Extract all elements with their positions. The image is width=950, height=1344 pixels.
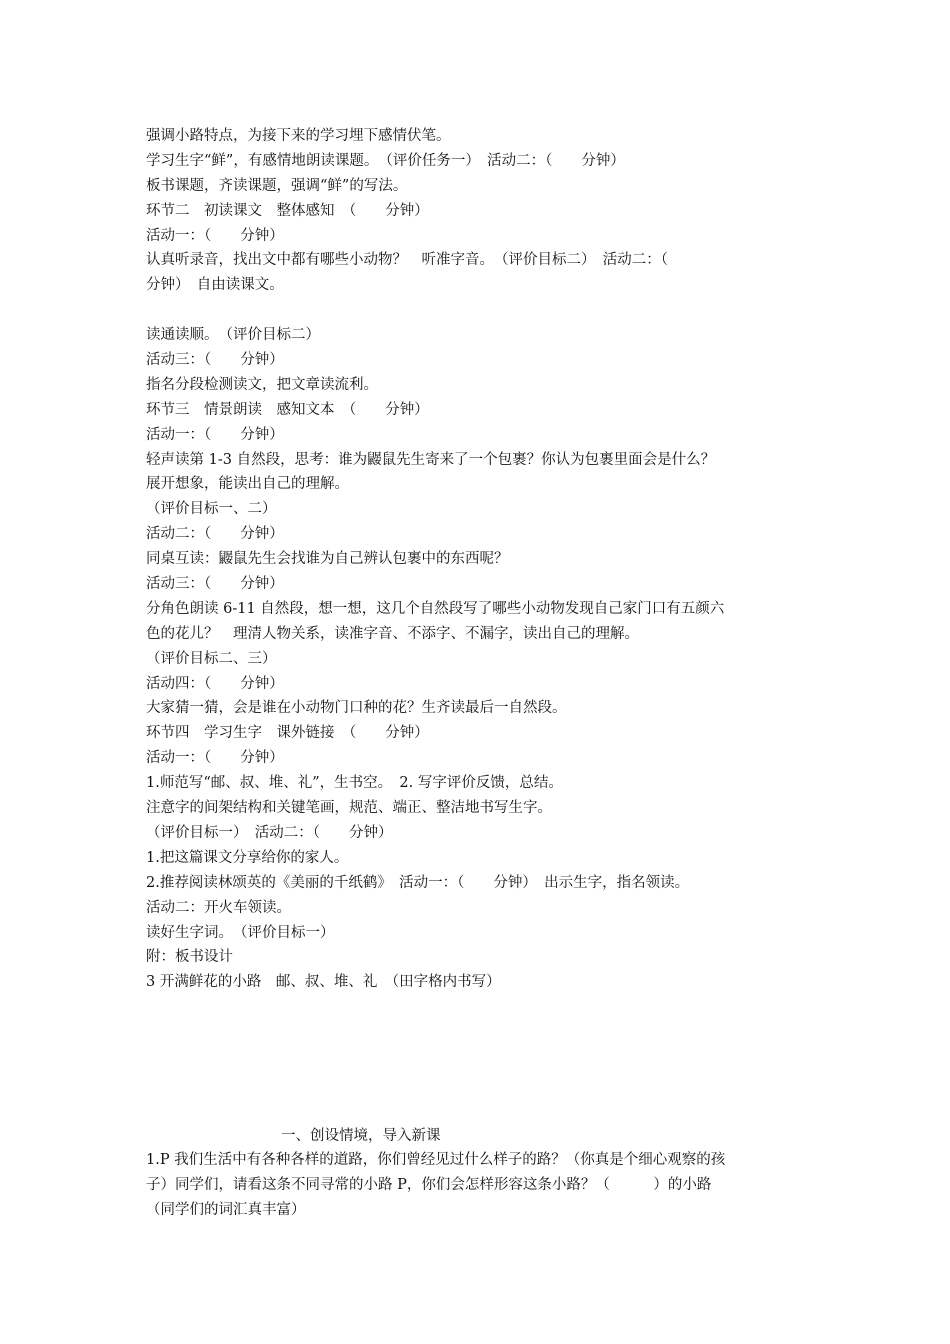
text-line: 同桌互读：鼹鼠先生会找谁为自己辨认包裹中的东西呢？ xyxy=(146,551,509,568)
paragraph-gap xyxy=(146,298,810,323)
text-line: 1.把这篇课文分享给你的家人。 xyxy=(146,849,349,866)
text-line: 2.推荐阅读林颂英的《美丽的千纸鹤》 活动一：（ 分钟） 出示生字，指名领读。 xyxy=(146,874,690,891)
text-line: 附：板书设计 xyxy=(146,949,233,966)
text-line: 板书课题，齐读课题，强调“鲜”的写法。 xyxy=(146,177,408,194)
text-line: 认真听录音，找出文中都有哪些小动物？ 听准字音。 （评价目标二） 活动二：（ xyxy=(146,252,668,269)
text-line: 色的花儿？ 理清人物关系，读准字音、不添字、不漏字，读出自己的理解。 xyxy=(146,625,639,642)
text-line: 分角色朗读 6-11 自然段，想一想，这几个自然段写了哪些小动物发现自己家门口有五颜六 xyxy=(146,600,725,617)
text-line: 子）同学们，请看这条不同寻常的小路 P，你们会怎样形容这条小路？（ ）的小路 xyxy=(146,1176,712,1193)
section-heading: 一、创设情境，导入新课 xyxy=(281,1128,441,1144)
text-line: 活动一：（ 分钟） xyxy=(146,750,284,767)
text-line: 活动一：（ 分钟） xyxy=(146,426,284,443)
text-line: （同学们的词汇真丰富） xyxy=(146,1201,306,1218)
text-line: 强调小路特点，为接下来的学习埋下感情伏笔。 xyxy=(146,128,451,144)
text-line: 1.P 我们生活中有各种各样的道路，你们曾经见过什么样子的路？（你真是个细心观察的孩 xyxy=(146,1152,726,1168)
text-line: 活动二：开火车领读。 xyxy=(146,899,291,916)
text-block-bottom xyxy=(146,1148,810,1223)
text-line: 活动三：（ 分钟） xyxy=(146,352,284,369)
text-line: 学习生字“鲜”，有感情地朗读课题。 （评价任务一） 活动二：（ 分钟） xyxy=(146,152,625,169)
text-line: 环节四 学习生字 课外链接 （ 分钟） xyxy=(146,725,429,742)
text-line: 活动二：（ 分钟） xyxy=(146,526,284,543)
text-line: 读好生字词。 （评价目标一） xyxy=(146,924,335,941)
text-line: 轻声读第 1-3 自然段，思考：谁为鼹鼠先生寄来了一个包裹？你认为包裹里面会是什么？ xyxy=(146,451,716,468)
text-line: 1.师范写“邮、叔、堆、礼”，生书空。 2. 写字评价反馈，总结。 xyxy=(146,775,563,792)
text-line: 读通读顺。 （评价目标二） xyxy=(146,327,320,344)
text-line: （评价目标二、三） xyxy=(146,650,277,667)
text-line: 环节三 情景朗读 感知文本 （ 分钟） xyxy=(146,401,429,418)
text-line: 指名分段检测读文，把文章读流利。 xyxy=(146,376,378,393)
text-line: 3 开满鲜花的小路 邮、叔、堆、礼 （田字格内书写） xyxy=(146,974,501,991)
text-line: 大家猜一猜，会是谁在小动物门口种的花？生齐读最后一自然段。 xyxy=(146,700,567,717)
text-line: 注意字的间架结构和关键笔画，规范、端正、整洁地书写生字。 xyxy=(146,800,552,817)
text-line: 活动一：（ 分钟） xyxy=(146,227,284,244)
text-block-top xyxy=(146,124,810,995)
text-line: 活动三：（ 分钟） xyxy=(146,576,284,593)
text-line: 活动四：（ 分钟） xyxy=(146,675,284,692)
text-line: 分钟） 自由读课文。 xyxy=(146,277,284,294)
text-line: 展开想象，能读出自己的理解。 xyxy=(146,476,349,493)
text-line: 环节二 初读课文 整体感知 （ 分钟） xyxy=(146,202,429,219)
text-line: （评价目标一） 活动二：（ 分钟） xyxy=(146,824,393,841)
text-line: （评价目标一、二） xyxy=(146,501,277,518)
